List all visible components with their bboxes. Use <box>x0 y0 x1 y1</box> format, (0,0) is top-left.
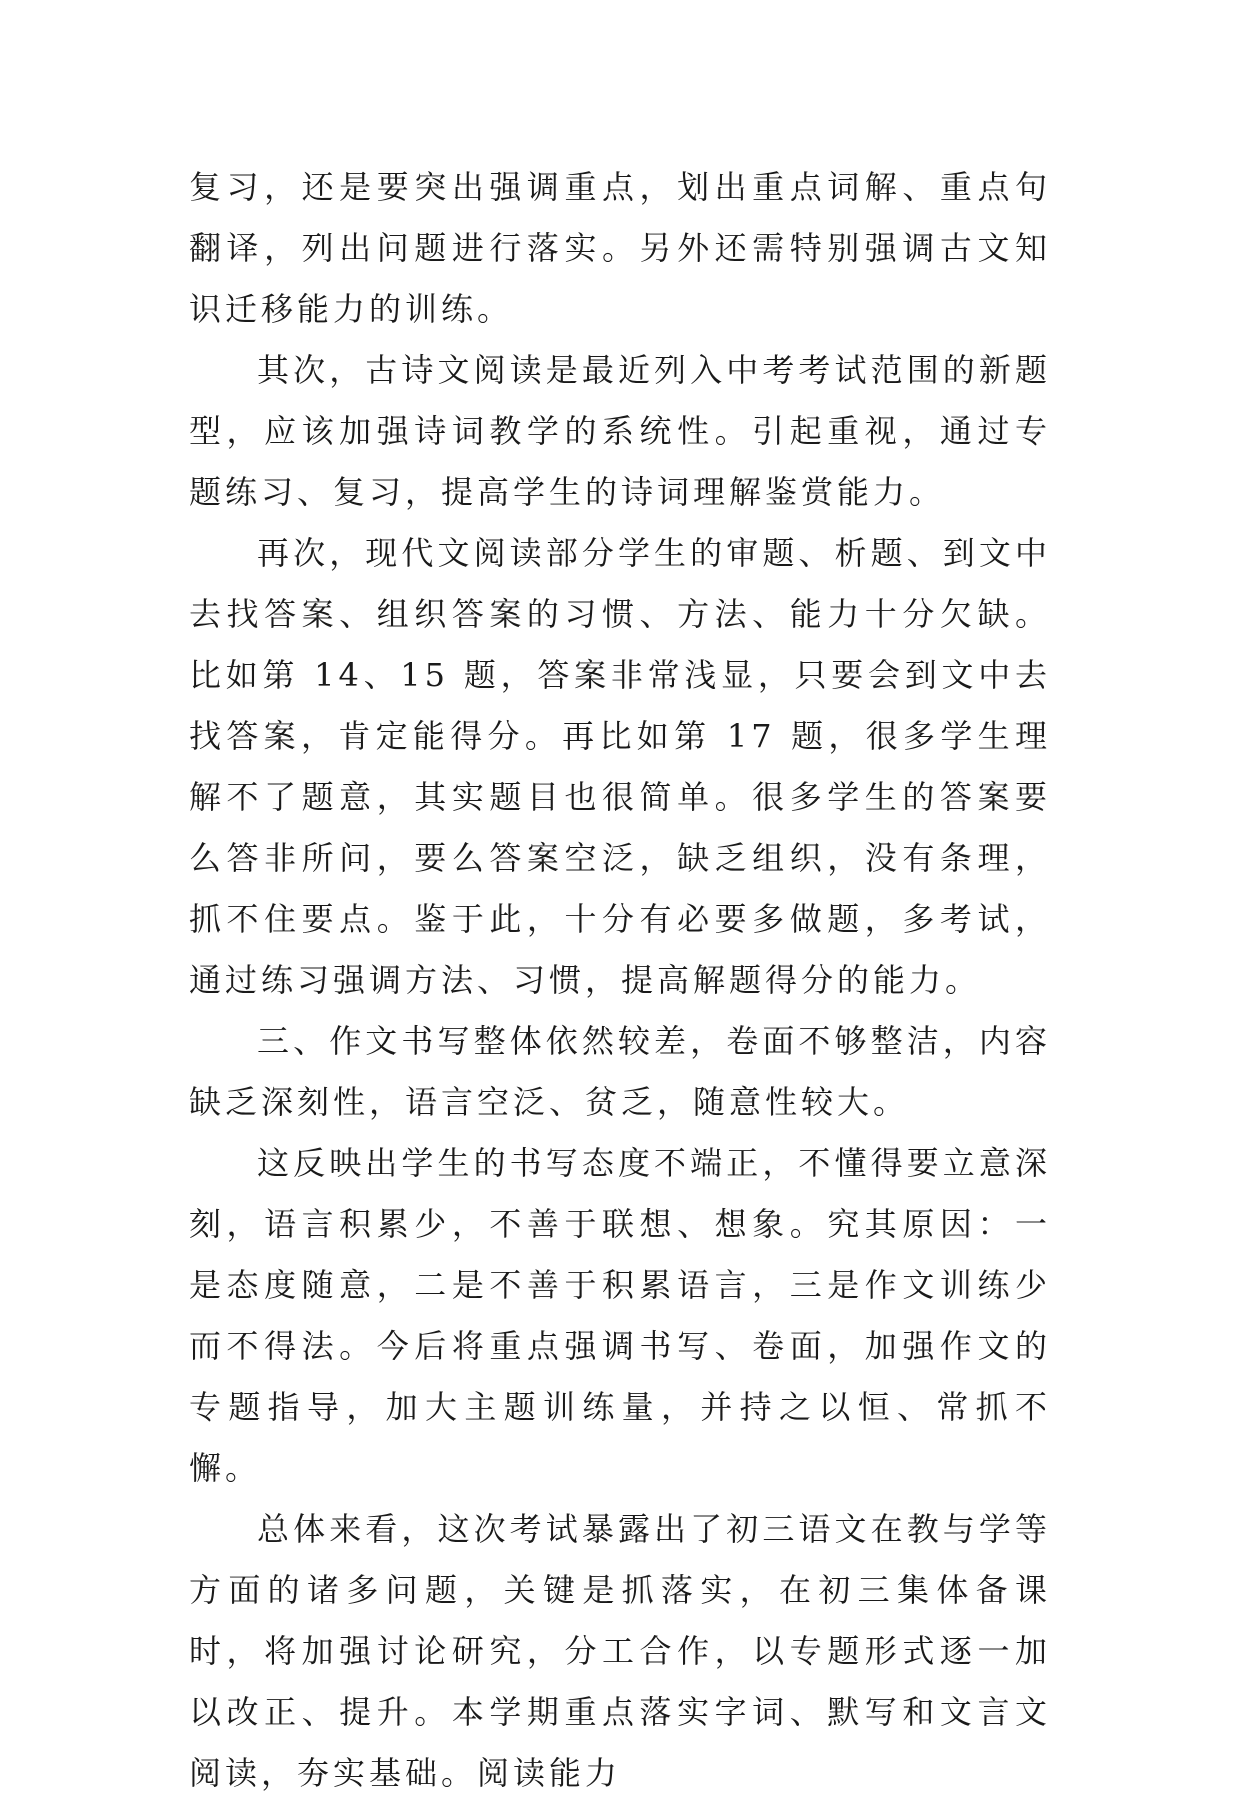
paragraph-writing-attitude: 这反映出学生的书写态度不端正，不懂得要立意深刻，语言积累少，不善于联想、想象。究其原因：一是态度随意，二是不善于积累语言，三是作文训练少而不得法。今后将重点强调书写、卷面，加强作文的专题指导，加大主题训练量，并持之以恒、常抓不懈。 <box>189 1144 1051 1487</box>
paragraph-overall-summary: 总体来看，这次考试暴露出了初三语文在教与学等方面的诸多问题，关键是抓落实，在初三集体备课时，将加强讨论研究，分工合作，以专题形式逐一加以改正、提升。本学期重点落实字词、默写和文言文阅读，夯实基础。阅读能力 <box>189 1510 1051 1792</box>
document-page <box>189 157 1051 1804</box>
paragraph-ancient-poetry: 其次，古诗文阅读是最近列入中考考试范围的新题型，应该加强诗词教学的系统性。引起重视，通过专题练习、复习，提高学生的诗词理解鉴赏能力。 <box>189 351 1051 511</box>
paragraph-review-continuation: 复习，还是要突出强调重点，划出重点词解、重点句翻译，列出问题进行落实。另外还需特别强调古文知识迁移能力的训练。 <box>189 168 1051 328</box>
paragraph-modern-reading: 再次，现代文阅读部分学生的审题、析题、到文中去找答案、组织答案的习惯、方法、能力十分欠缺。比如第 14、15 题，答案非常浅显，只要会到文中去找答案，肯定能得分。再比如第 17 题，很多学生理解不了题意，其实题目也很简单。很多学生的答案要么答非所问，要么答案空泛，缺乏组织，没有条理，抓不住要点。鉴于此，十分有必要多做题，多考试，通过练习强调方法、习惯，提高解题得分的能力。 <box>189 534 1051 999</box>
paragraph-composition-writing: 三、作文书写整体依然较差，卷面不够整洁，内容缺乏深刻性，语言空泛、贫乏，随意性较大。 <box>189 1022 1051 1121</box>
